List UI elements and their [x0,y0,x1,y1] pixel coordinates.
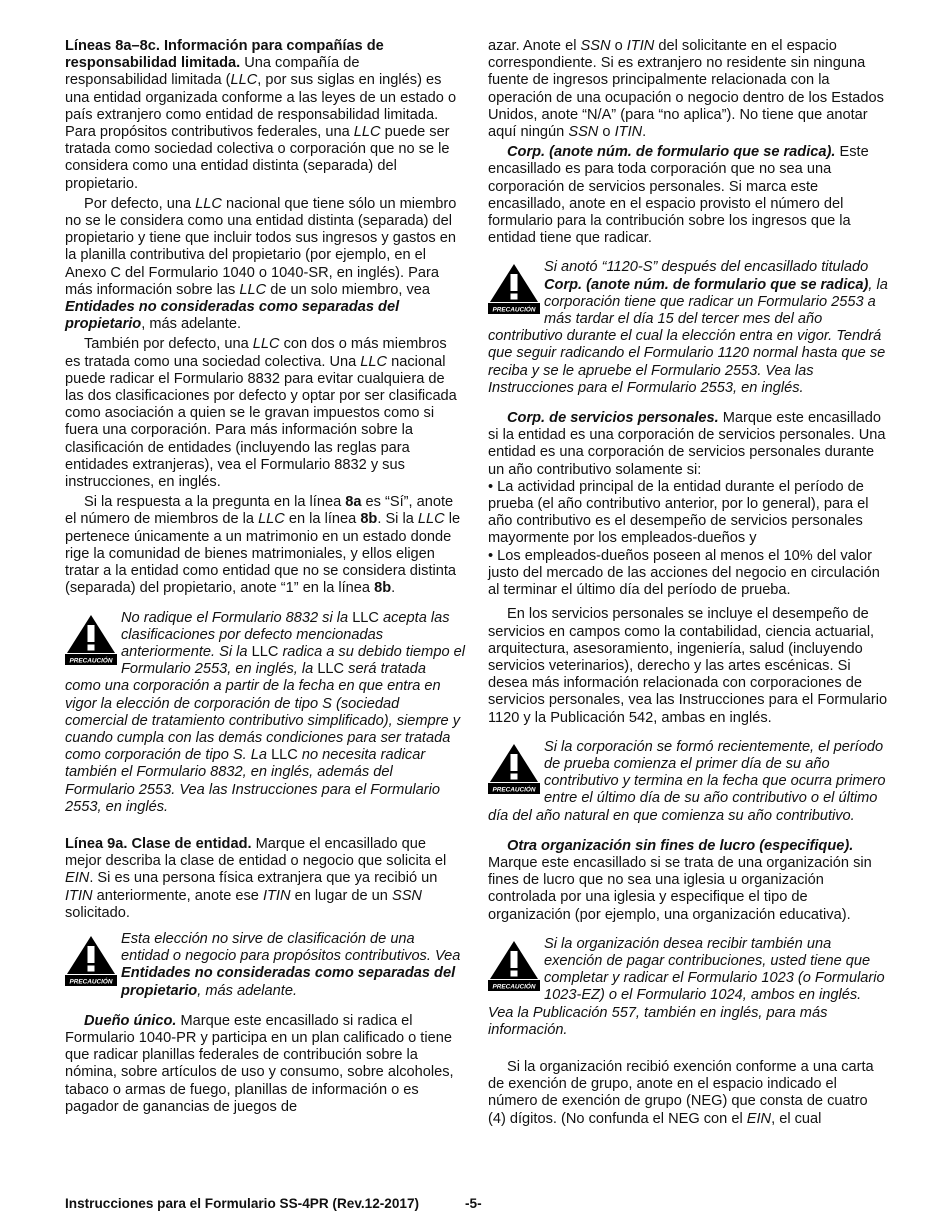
continuation-paragraph: azar. Anote el SSN o ITIN del solicitante en el espacio correspondiente. Si es extranjero no residente sin ninguna fuente de ingresos principalmente relacionada con la operación de una ocupación o negocio dentro de los Estados Unidos, anote “N/A” (para “no aplica”). No tiene que anotar aquí ningún SSN o ITIN. [488,38,884,141]
svg-text:PRECAUCIÓN: PRECAUCIÓN [492,983,536,991]
caution-note-1: PRECAUCIÓN No radique el Formulario 8832 si la LLC acepta las clasificaciones por defecto mencionadas anteriormente. Si la LLC radica a su debido tiempo el Formulario 2553, en inglés, la LLC será tratada como una corporación a partir de la fecha en que entra en vigor la elección de corporación de tipo S (sociedad comercial de tratamiento contributivo simplificado), siempre y cuando cumpla con las demás condiciones para ser tratada como corporación de tipo S. La LLC no necesita radicar también el Formulario 8832, en inglés, además del Formulario 2553. Vea las Instrucciones para el Formulario 2553, en inglés. [65,609,465,815]
svg-text:PRECAUCIÓN: PRECAUCIÓN [492,786,536,794]
cross-reference: Corp. (anote núm. de formulario que se radica) [544,276,869,293]
right-column [488,38,888,1128]
personal-services-paragraph: En los servicios personales se incluye el desempeño de servicios en campos como la contabilidad, ciencia actuarial, arquitectura, asesoramiento, ingeniería, salud (incluyendo servicios veterinarios), derecho y las artes escénicas. Si desea más información relacionada con corporaciones de servicios personales, vea las Instrucciones para el Formulario 1120 y la Publicación 542, ambas en inglés. [488,606,888,726]
group-exemption-paragraph: Si la organización recibió exención conforme a una carta de exención de grupo, anote en el espacio indicado el número de exención de grupo (NEG) que consta de cuatro (4) dígitos. (No confunda el NEG con el EIN, el cual [488,1058,874,1127]
nonprofit-heading: Otra organización sin fines de lucro (especifique). [507,837,854,854]
line-9a-heading: Línea 9a. Clase de entidad. [65,835,252,852]
personal-service-corp-paragraph: Corp. de servicios personales. Marque este encasillado si la entidad es una corporación de servicios personales. Una entidad es una corporación de servicios personales durante un año contributivo solamente si: [488,410,886,478]
nonprofit-paragraph: Otra organización sin fines de lucro (especifique). Marque este encasillado si se trata de una organización sin fines de lucro que no sea una iglesia u organización controlada por una iglesia y especifique el tipo de organización (por ejemplo, una organización educativa). [488,837,872,923]
sole-proprietor-heading: Dueño único. [84,1012,177,1029]
caution-note-5: PRECAUCIÓN Si la organización desea recibir también una exención de pagar contribuciones, usted tiene que completar y radicar el Formulario 1023 (o Formulario 1023-EZ) o el Formulario 1024, ambos en inglés. Vea la Publicación 557, también en inglés, para más información. [488,935,885,1038]
cross-reference: Entidades no consideradas como separadas del propietario [65,299,400,333]
llc-heading: Líneas 8a–8c. Información para compañías de responsabilidad limitada. [65,38,384,72]
caution-icon [488,262,540,314]
bullet-icon: • [488,547,494,564]
bullet-icon: • [488,478,494,495]
caution-note-4: PRECAUCIÓN Si la corporación se formó recientemente, el período de prueba comienza el primer día de su año contributivo y termina en la fecha que ocurra primero entre el último día de su año contributivo o el último día del año natural en que comienza su año contributivo. [488,738,886,824]
caution-note-3: PRECAUCIÓN Si anotó “1120-S” después del encasillado titulado Corp. (anote núm. de formulario que se radica), la corporación tiene que radicar un Formulario 2553 a más tardar el día 15 del tercer mes del año contributivo durante el cual la elección entra en vigor. Tendrá que seguir radicando el Formulario 1120 normal hasta que se reciba y se le apruebe el Formulario 2553. Vea las Instrucciones para el Formulario 2553, en inglés. [488,259,888,396]
list-item: • La actividad principal de la entidad durante el período de prueba (el año contributivo anterior, por lo general), para el año contributivo es el desempeño de servicios personales mayormente por los empleados-dueños y [488,478,869,547]
caution-icon [65,934,117,986]
line-9a-paragraph: Línea 9a. Clase de entidad. Marque el encasillado que mejor describa la clase de entidad o negocio que solicita el EIN. Si es una persona física extranjera que ya recibió un ITIN anteriormente, anote ese ITIN en lugar de un SSN solicitado. [65,835,447,921]
llc-paragraph-3: También por defecto, una LLC con dos o más miembros es tratada como una sociedad colectiva. Una LLC nacional puede radicar el Formulario 8832 para evitar cualquiera de las dos clasificaciones por defecto y optar por ser clasificada como asociación a quien se le gravan impuestos como si fuera una corporación. Para más información sobre la clasificación de entidades (incluyendo las reglas para entidades extranjeras), vea el Formulario 8832 y sus instrucciones, en inglés. [65,336,457,491]
caution-icon [488,939,540,991]
caution-icon [65,613,117,665]
sole-proprietor-paragraph: Dueño único. Marque este encasillado si radica el Formulario 1040-PR y participa en un plan calificado o tiene que radicar planillas federales de contribución sobre la nómina, sobre artículos de uso y consumo, sobre alcoholes, tabaco o armas de fuego, planillas de información o es pagador de ganancias de juegos de [65,1012,454,1115]
page-footer [65,1196,482,1211]
caution-note-2: PRECAUCIÓN Esta elección no sirve de clasificación de una entidad o negocio para propósitos contributivos. Vea Entidades no consideradas como separadas del propietario, más adelante. [65,931,465,1000]
svg-text:PRECAUCIÓN: PRECAUCIÓN [69,978,113,986]
llc-paragraph-1: Líneas 8a–8c. Información para compañías de responsabilidad limitada. Una compañía de responsabilidad limitada (LLC, por sus siglas en inglés) es una entidad organizada conforme a las leyes de un estado o país extranjero como entidad de responsabilidad limitada. Para propósitos contributivos federales, una LLC puede ser tratada como sociedad colectiva o corporación que no se le considera como una entidad distinta (separada) del propietario. [65,38,457,192]
caution-icon [488,742,540,794]
personal-service-corp-heading: Corp. de servicios personales. [507,410,719,427]
llc-paragraph-4: Si la respuesta a la pregunta en la línea 8a es “Sí”, anote el número de miembros de la LLC en la línea 8b. Si la LLC le pertenece únicamente a un matrimonio en un estado donde rige la comunidad de bienes matrimoniales, y ellos eligen tratar a la entidad como entidad que no se considera distinta (separada) del propietario, anote “1” en la línea 8b. [65,494,461,597]
corp-heading: Corp. (anote núm. de formulario que se radica). [507,144,836,161]
left-column [65,38,465,1116]
svg-text:PRECAUCIÓN: PRECAUCIÓN [492,306,536,314]
list-item: • Los empleados-dueños poseen al menos el 10% del valor justo del mercado de las acciones del negocio en circulación al terminar el último día del período de prueba. [488,547,880,599]
cross-reference: Entidades no consideradas como separadas del propietario [121,965,456,999]
page-number: -5- [465,1196,482,1211]
llc-paragraph-2: Por defecto, una LLC nacional que tiene sólo un miembro no se le considera como una entidad distinta (separada) del propietario y tiene que incluir todos sus ingresos y gastos en la planilla contributiva del propietario (por ejemplo, en el Anexo C del Formulario 1040 o 1040-SR, en inglés). Para más información sobre las LLC de un solo miembro, vea Entidades no consideradas como separadas del propietario, más adelante. [65,195,457,333]
corp-paragraph: Corp. (anote núm. de formulario que se radica). Este encasillado es para toda corporación que no sea una corporación de servicios personales. Si marca este encasillado, anote en el espacio provisto el número del formulario para la contribución sobre los ingresos que la entidad tiene que radicar. [488,144,869,247]
svg-text:PRECAUCIÓN: PRECAUCIÓN [69,657,113,664]
footer-title: Instrucciones para el Formulario SS-4PR (Rev.12-2017) [65,1196,420,1211]
